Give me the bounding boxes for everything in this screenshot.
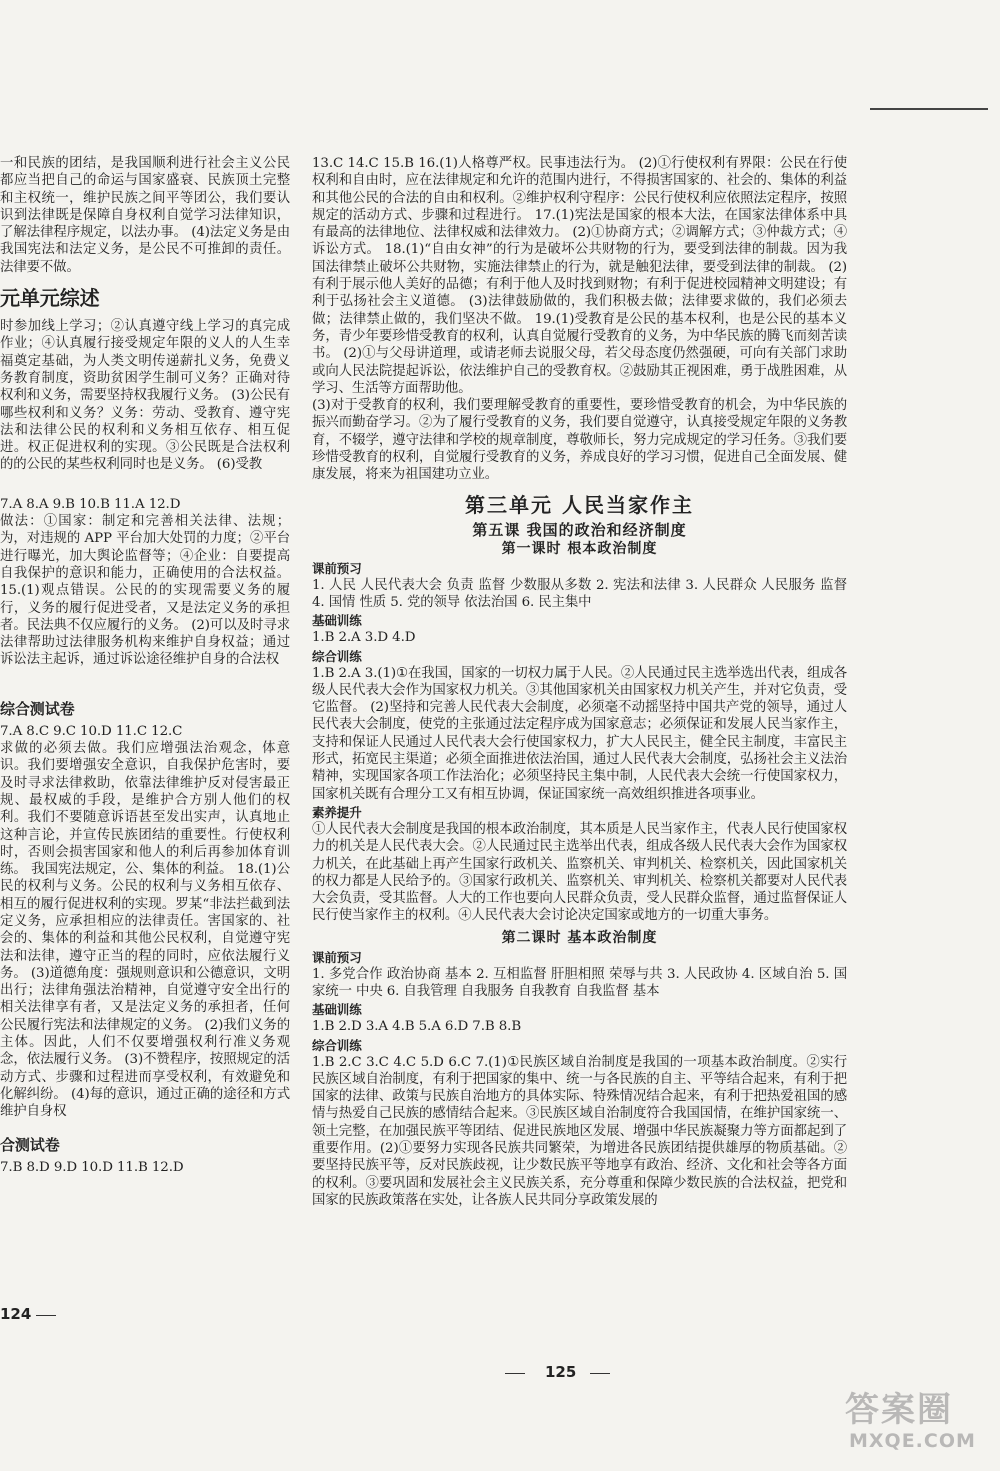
page-number-left-dash (36, 1315, 56, 1316)
left-text-b: 做法：①国家：制定和完善相关法律、法规；为，对违规的 APP 平台加大处罚的力度；②平台进行曝光，加大舆论监督等；④企业：自要提高自我保护的意识和能力，正确使用的合法权益。 15.(1)观点错误。公民的的实现需要义务的履行，义务的履行促进受者，又是法定义务的承担者。民法典不仅应履行的义务。 (2)可以及时寻求法律帮助过法律服务机构来维护自身权益；通过诉讼法主起诉，通过诉讼途径维护自身的合法权 (0, 514, 290, 668)
watermark-logo (845, 1390, 995, 1470)
right-column (312, 155, 847, 1209)
right-text-top-2: (3)对于受教育的权利，我们要理解受教育的重要性，要珍惜受教育的机会，为中华民族的振兴而勤奋学习。②为了履行受教育的义务，我们要自觉遵守，认真接受规定年限的义务教育，不辍学，遵守法律和学校的规章制度，尊敬师长，努力完成规定的学习任务。③我们要珍惜受教育的权利，自觉履行受教育的义务，养成良好的学习习惯，促进自己全面发展、健康发展，将来为祖国建功立业。 (312, 398, 847, 483)
p1-comp-label: 综合训练 (312, 648, 362, 664)
right-text-top: 13.C 14.C 15.B 16.(1)人格尊严权。民事违法行为。 (2)①行使权利有界限：公民在行使权利和自由时，应在法律规定和允许的范围内进行，不得损害国家的、社会的、集体的利益和其他公民的合法的自由和权利。②维护权利守程序：公民行使权利应依照法定程序，按照规定的活动方式、步骤和过程进行。 17.(1)宪法是国家的根本大法，在国家法律体系中具有最高的法律地位、法律权威和法律效力。 (2)①协商方式；②调解方式；③仲裁方式；④诉讼方式。 18.(1)“自由女神”的行为是破坏公共财物的行为，要受到法律的制裁。因为我国法律禁止破坏公共财物，实施法律禁止的行为，就是触犯法律，要受到法律的制裁。 (2)有利于展示他人美好的品德；有利于他人及时找到财物；有利于促进校园精神文明建设；有利于弘扬社会主义道德。 (3)法律鼓励做的，我们积极去做；法律要求做的，我们必须去做；法律禁止做的，我们坚决不做。 19.(1)受教育是公民的基本权利，也是公民的基本义务，青少年要珍惜受教育的权利，认真自觉履行受教育的义务，为中华民族的腾飞而刻苦读书。 (2)①与父母讲道理，或请老师去说服父母，若父母态度仍然强硬，可向有关部门求助或向人民法院提起诉讼，依法维护自己的受教育权。②鼓励其正视困难，勇于战胜困难，从学习、生活等方面帮助他。 (312, 156, 847, 396)
p1-lit-text: ①人民代表大会制度是我国的根本政治制度，其本质是人民当家作主，代表人民行使国家权力的机关是人民代表大会。②人民通过民主选举出代表，组成各级人民代表大会作为国家权力机关，在此基础上再产生国家行政机关、监察机关、审判机关、检察机关，因此国家机关的权力都是人民给予的。③国家行政机关、监察机关、审判机关、检察机关都要对人民代表大会负责，受其监督。人大的工作也要向人民群众负责，受人民群众监督，通过监督保证人民行使当家作主的权利。④人民代表大会讨论决定国家或地方的一切重大事务。 (312, 821, 847, 924)
p1-pre-text: 1. 人民 人民代表大会 负责 监督 少数服从多数 2. 宪法和法律 3. 人民群众 人民服务 监督 4. 国情 性质 5. 党的领导 依法治国 6. 民主集中 (312, 577, 847, 610)
left-text-top: 一和民族的团结，是我国顺利进行社会主义公民都应当把自己的命运与国家盛衰、民族顶土完整和主权统一，维护民族之间平等团公，我们要认识到法律既是保障自身权利自觉学习法律知识，了解法律程序规定，以法办事。 (4)法定义务是由我国宪法和法定义务，是公民不可推卸的责任。法律要不做。 (0, 156, 290, 275)
p1-lit-label: 素养提升 (312, 804, 362, 820)
page-number-right: 125 (545, 1363, 577, 1381)
watermark-sub: MXQE.COM (849, 1430, 976, 1452)
left-text-mid: 时参加线上学习；②认真遵守线上学习的真完成作业；④认真履行接受规定年限的义人的人生幸福奠定基础，为人类文明传递薪扎义务，免费义务教育制度，资助贫困学生制可义务？正确对待权利和义务，需要坚持权我履行义务。 (3)公民有哪些权利和义务？义务：劳动、受教育、遵守宪法和法律公民的权利和义务相互依存、相互促进。权正促进权利的实现。③公民既是合法权利的的公民的某些权利同时也是义务。 (6)受教 (0, 319, 290, 473)
p1-comp-text: 1.B 2.A 3.(1)①在我国，国家的一切权力属于人民。②人民通过民主选举选出代表，组成各级人民代表大会作为国家权力机关。③其他国家机关由国家权力机关产生，并对它负责，受它监督。 (2)坚持和完善人民代表大会制度，必须毫不动摇坚持中国共产党的领导，通过人民代表大会制度，使党的主张通过法定程序成为国家意志；必须保证和发展人民当家作主，支持和保证人民通过人民代表大会行使国家权力，扩大人民民主，健全民主制度，丰富民主形式，拓宽民主渠道；必须全面推进依法治国，通过人民代表大会制度，弘扬社会主义法治精神，实现国家各项工作法治化；必须坚持民主集中制，人民代表大会统一行使国家权力，国家机关既有合理分工又有相互协调，保证国家统一高效组织推进各项事业。 (312, 665, 847, 802)
left-heading-test: 综合测试卷 (0, 699, 75, 718)
left-answers-a: 7.A 8.A 9.B 10.B 11.A 12.D (0, 496, 181, 512)
left-answers-b: 7.A 8.C 9.C 10.D 11.C 12.C (0, 723, 183, 739)
p1-basic-text: 1.B 2.A 3.D 4.D (312, 630, 416, 646)
p2-comp-label: 综合训练 (312, 1037, 362, 1053)
p1-pre-label: 课前预习 (312, 560, 362, 576)
period2-title: 第二课时 基本政治制度 (501, 929, 658, 946)
unit-title: 第三单元 人民当家作主 (465, 492, 694, 517)
p2-basic-label: 基础训练 (312, 1002, 362, 1018)
p2-comp-text: 1.B 2.C 3.C 4.C 5.D 6.C 7.(1)①民族区域自治制度是我国的一项基本政治制度。②实行民族区域自治制度，有利于把国家的集中、统一与各民族的自主、平等结合起来，有利于把国家的法律、政策与民族自治地方的具体实际、特殊情况结合起来，有利于把热爱祖国的感情与热爱自己民族的感情结合起来。③民族区域自治制度符合我国国情，在维护国家统一、领土完整，在加强民族平等团结、促进民族地区发展、增强中华民族凝聚力等方面都起到了重要作用。(2)①要努力实现各民族共同繁荣，为增进各民族团结提供雄厚的物质基础。②要坚持民族平等，反对民族歧视，让少数民族平等地享有政治、经济、文化和社会等各方面的权利。③要巩固和发展社会主义民族关系，充分尊重和保障少数民族的合法权益，把党和国家的民族政策落在实处，让各族人民共同分享政策发展的 (312, 1054, 847, 1208)
p2-pre-label: 课前预习 (312, 949, 362, 965)
left-text-c: 求做的必须去做。我们应增强法治观念，体意识。我们要增强安全意识，自我保护危害时，要及时寻求法律救助，依靠法律维护反对侵害最正规、最权威的手段，是维护合方别人他们的权利。我们不要随意诉语甚至发出实声，认真地止这种言论，并宣传民族团结的重要性。行使权利时，否则会损害国家和他人的利后再参加体育训练。 我国宪法规定，公、集体的利益。 18.(1)公民的权利与义务。公民的权利与义务相互依存、相互的履行促进权利的实现。罗某“非法拦截到法定义务，应承担相应的法律责任。害国家的、社会的、集体的利益和其他公民权利，自觉遵守宪法和法律，遵守正当的程的同时，应依法履行义务。 (3)道德角度：强规则意识和公德意识，文明出行；法律角强法治精神，自觉遵守安全出行的相关法律享有者，又是法定义务的承担者，任何公民履行宪法和法律规定的义务。 (2)我们义务的主体。因此，人们不仅要增强权利行准义务观念，依法履行义务。 (3)不赞程序，按照规定的活动方式、步骤和过程进而享受权利，有效避免和化解纠纷。 (4)每的意识，通过正确的途径和方式维护自身权 (0, 741, 290, 1120)
p2-pre-text: 1. 多党合作 政治协商 基本 2. 互相监督 肝胆相照 荣辱与共 3. 人民政协 4. 区域自治 5. 国家统一 中央 6. 自我管理 自我服务 自我教育 自我监督 基本 (312, 966, 847, 999)
lesson-title: 第五课 我国的政治和经济制度 (472, 520, 687, 539)
left-column (0, 155, 290, 1176)
left-heading-unit-review: 元单元综述 (0, 286, 100, 311)
period1-title: 第一课时 根本政治制度 (501, 540, 658, 557)
page-number-right-dash-right (590, 1373, 610, 1374)
p1-basic-label: 基础训练 (312, 613, 362, 629)
page-number-right-dash-left (505, 1373, 525, 1374)
page-number-left: 124 (0, 1305, 32, 1323)
p2-basic-text: 1.B 2.D 3.A 4.B 5.A 6.D 7.B 8.B (312, 1019, 522, 1035)
left-heading-test-2: 合测试卷 (0, 1135, 60, 1154)
header-rule (870, 108, 988, 110)
left-answers-c: 7.B 8.D 9.D 10.D 11.B 12.D (0, 1159, 184, 1175)
watermark-main: 答案圈 (845, 1390, 953, 1430)
